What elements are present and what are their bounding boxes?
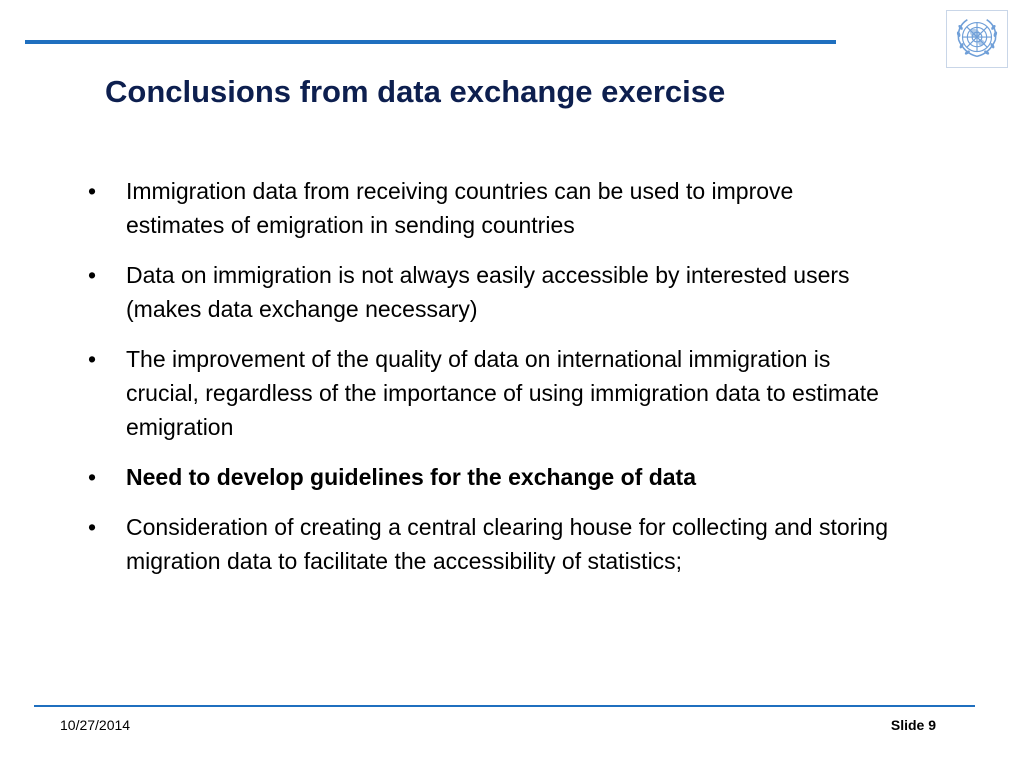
bullet-list	[88, 174, 898, 594]
bullet-text: Data on immigration is not always easily accessible by interested users (makes data exchange necessary)	[126, 262, 850, 322]
bullet-item-emphasis	[88, 460, 898, 494]
slide-title: Conclusions from data exchange exercise	[105, 74, 726, 109]
bullet-icon: •	[88, 178, 97, 204]
bullet-text: The improvement of the quality of data on international immigration is crucial, regardless of the importance of using immigration data to estimate emigration	[126, 346, 879, 440]
bullet-item	[88, 342, 898, 444]
bullet-item	[88, 510, 898, 578]
bullet-icon: •	[88, 464, 97, 490]
bullet-item	[88, 174, 898, 242]
bullet-icon: •	[88, 514, 97, 540]
footer-date: 10/27/2014	[60, 717, 131, 733]
bullet-text: Need to develop guidelines for the exchange of data	[126, 464, 696, 490]
header-rule	[25, 40, 836, 44]
un-emblem-icon	[946, 10, 1008, 68]
bullet-item	[88, 258, 898, 326]
footer-rule	[34, 705, 975, 707]
bullet-icon: •	[88, 346, 97, 372]
bullet-icon: •	[88, 262, 97, 288]
bullet-text: Immigration data from receiving countries can be used to improve estimates of emigration in sending countries	[126, 178, 794, 238]
slide-number: Slide 9	[890, 717, 936, 733]
bullet-text: Consideration of creating a central clearing house for collecting and storing migration data to facilitate the accessibility of statistics;	[126, 514, 888, 574]
